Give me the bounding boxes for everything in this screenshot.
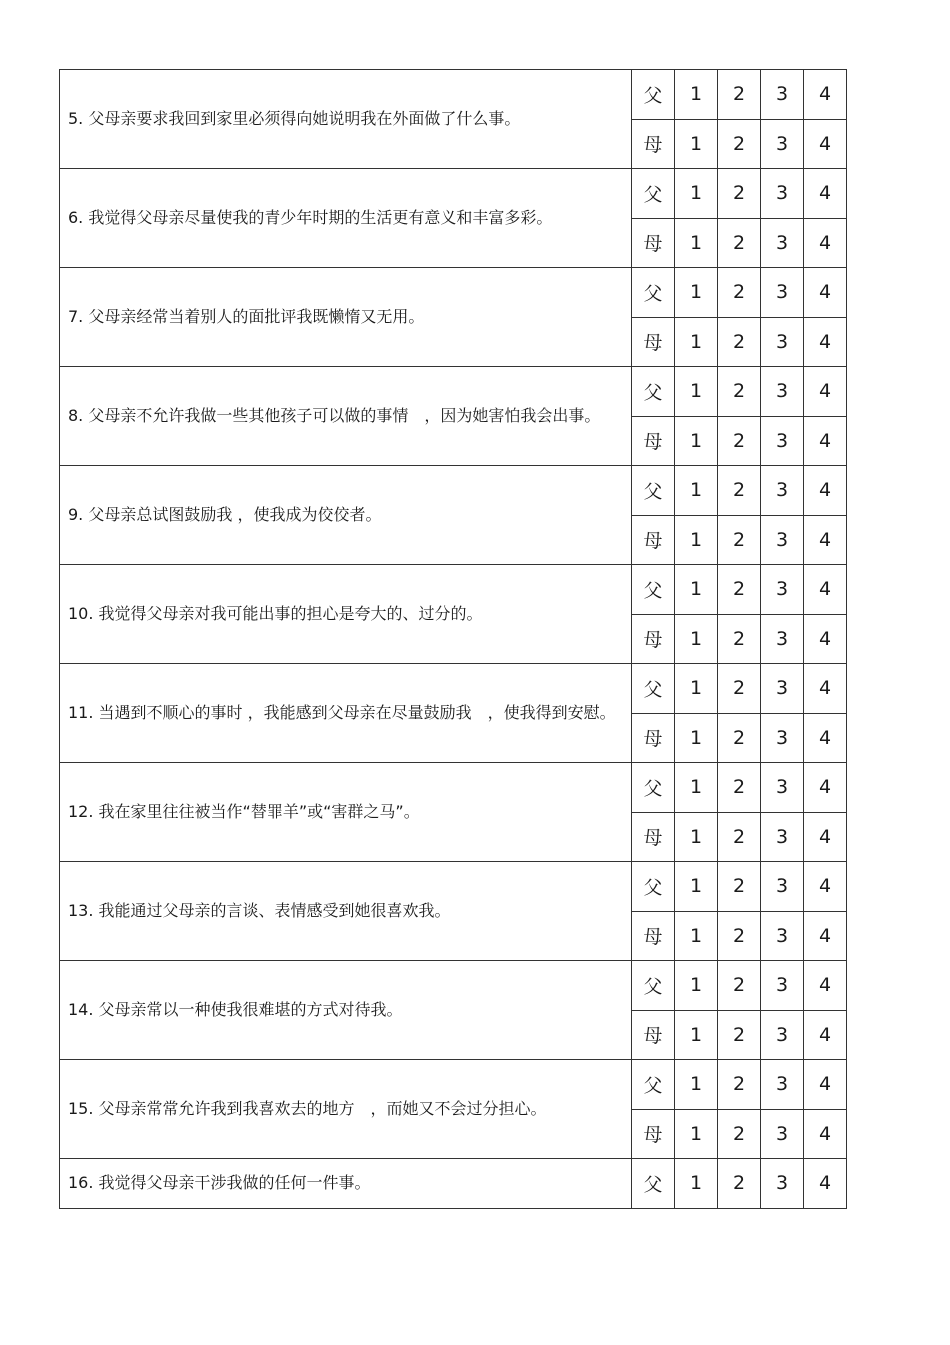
mother-label: 母 <box>632 515 675 565</box>
table-row <box>60 1060 847 1110</box>
question-label: 9. 父母亲总试图鼓励我 ，使我成为佼佼者。 <box>68 505 382 524</box>
score-option[interactable]: 3 <box>761 515 804 565</box>
table-row <box>60 565 847 615</box>
father-label: 父 <box>632 1159 675 1209</box>
score-option[interactable]: 1 <box>675 70 718 120</box>
score-option[interactable]: 2 <box>718 911 761 961</box>
score-option[interactable]: 2 <box>718 218 761 268</box>
question-label: 5. 父母亲要求我回到家里必须得向她说明我在外面做了什么事。 <box>68 109 521 128</box>
score-option[interactable]: 2 <box>718 862 761 912</box>
score-option[interactable]: 2 <box>718 961 761 1011</box>
mother-label: 母 <box>632 1010 675 1060</box>
question-text <box>60 70 632 169</box>
score-option[interactable]: 1 <box>675 218 718 268</box>
mother-label: 母 <box>632 119 675 169</box>
score-option[interactable]: 4 <box>804 1010 847 1060</box>
score-option[interactable]: 2 <box>718 169 761 219</box>
question-label: 8. 父母亲不允许我做一些其他孩子可以做的事情 ，因为她害怕我会出事。 <box>68 406 601 425</box>
score-option[interactable]: 1 <box>675 367 718 417</box>
score-option[interactable]: 4 <box>804 367 847 417</box>
score-option[interactable]: 1 <box>675 119 718 169</box>
score-option[interactable]: 1 <box>675 664 718 714</box>
score-option[interactable]: 4 <box>804 1159 847 1209</box>
question-label: 6. 我觉得父母亲尽量使我的青少年时期的生活更有意义和丰富多彩。 <box>68 208 553 227</box>
score-option[interactable]: 3 <box>761 664 804 714</box>
question-label: 10. 我觉得父母亲对我可能出事的担心是夸大的、过分的。 <box>68 604 483 623</box>
question-text <box>60 367 632 466</box>
mother-label: 母 <box>632 416 675 466</box>
score-option[interactable]: 4 <box>804 268 847 318</box>
mother-label: 母 <box>632 812 675 862</box>
score-option[interactable]: 4 <box>804 119 847 169</box>
father-label: 父 <box>632 565 675 615</box>
score-option[interactable]: 1 <box>675 1109 718 1159</box>
score-option[interactable]: 4 <box>804 565 847 615</box>
father-label: 父 <box>632 961 675 1011</box>
score-option[interactable]: 3 <box>761 218 804 268</box>
mother-label: 母 <box>632 713 675 763</box>
question-text <box>60 268 632 367</box>
score-option[interactable]: 3 <box>761 862 804 912</box>
score-option[interactable]: 1 <box>675 515 718 565</box>
mother-label: 母 <box>632 1109 675 1159</box>
score-option[interactable]: 3 <box>761 565 804 615</box>
score-option[interactable]: 2 <box>718 1159 761 1209</box>
score-option[interactable]: 4 <box>804 1109 847 1159</box>
score-option[interactable]: 4 <box>804 812 847 862</box>
table-row <box>60 466 847 516</box>
question-text <box>60 862 632 961</box>
question-text <box>60 1159 632 1209</box>
score-option[interactable]: 1 <box>675 416 718 466</box>
score-option[interactable]: 3 <box>761 268 804 318</box>
score-option[interactable]: 1 <box>675 1060 718 1110</box>
score-option[interactable]: 1 <box>675 1159 718 1209</box>
father-label: 父 <box>632 367 675 417</box>
score-option[interactable]: 2 <box>718 515 761 565</box>
score-option[interactable]: 1 <box>675 862 718 912</box>
score-option[interactable]: 4 <box>804 1060 847 1110</box>
score-option[interactable]: 3 <box>761 416 804 466</box>
father-label: 父 <box>632 1060 675 1110</box>
father-label: 父 <box>632 466 675 516</box>
question-label: 14. 父母亲常以一种使我很难堪的方式对待我。 <box>68 1000 403 1019</box>
score-option[interactable]: 4 <box>804 169 847 219</box>
question-label: 15. 父母亲常常允许我到我喜欢去的地方 ，而她又不会过分担心。 <box>68 1099 547 1118</box>
score-option[interactable]: 4 <box>804 763 847 813</box>
score-option[interactable]: 4 <box>804 713 847 763</box>
table-row <box>60 367 847 417</box>
score-option[interactable]: 3 <box>761 1159 804 1209</box>
question-text <box>60 169 632 268</box>
score-option[interactable]: 3 <box>761 961 804 1011</box>
score-option[interactable]: 2 <box>718 614 761 664</box>
score-option[interactable]: 3 <box>761 1010 804 1060</box>
mother-label: 母 <box>632 614 675 664</box>
score-option[interactable]: 1 <box>675 812 718 862</box>
score-option[interactable]: 3 <box>761 763 804 813</box>
father-label: 父 <box>632 268 675 318</box>
score-option[interactable]: 4 <box>804 614 847 664</box>
question-text <box>60 466 632 565</box>
question-text <box>60 1060 632 1159</box>
mother-label: 母 <box>632 911 675 961</box>
table-row <box>60 763 847 813</box>
score-option[interactable]: 2 <box>718 466 761 516</box>
question-label: 13. 我能通过父母亲的言谈、表情感受到她很喜欢我。 <box>68 901 451 920</box>
question-text <box>60 664 632 763</box>
score-option[interactable]: 3 <box>761 169 804 219</box>
question-label: 12. 我在家里往往被当作“替罪羊”或“害群之马”。 <box>68 802 420 821</box>
score-option[interactable]: 2 <box>718 1060 761 1110</box>
score-option[interactable]: 2 <box>718 416 761 466</box>
table-row <box>60 862 847 912</box>
score-option[interactable]: 3 <box>761 713 804 763</box>
score-option[interactable]: 1 <box>675 268 718 318</box>
score-option[interactable]: 2 <box>718 70 761 120</box>
score-option[interactable]: 2 <box>718 367 761 417</box>
score-option[interactable]: 3 <box>761 119 804 169</box>
score-option[interactable]: 4 <box>804 416 847 466</box>
table-row <box>60 70 847 120</box>
score-option[interactable]: 4 <box>804 862 847 912</box>
father-label: 父 <box>632 169 675 219</box>
score-option[interactable]: 4 <box>804 515 847 565</box>
score-option[interactable]: 4 <box>804 70 847 120</box>
question-text <box>60 763 632 862</box>
score-option[interactable]: 2 <box>718 664 761 714</box>
score-option[interactable]: 3 <box>761 1060 804 1110</box>
mother-label: 母 <box>632 218 675 268</box>
father-label: 父 <box>632 862 675 912</box>
table-row <box>60 268 847 318</box>
score-option[interactable]: 3 <box>761 812 804 862</box>
score-option[interactable]: 3 <box>761 614 804 664</box>
score-option[interactable]: 1 <box>675 713 718 763</box>
question-label: 7. 父母亲经常当着别人的面批评我既懒惰又无用。 <box>68 307 425 326</box>
score-option[interactable]: 2 <box>718 763 761 813</box>
score-option[interactable]: 2 <box>718 565 761 615</box>
score-option[interactable]: 1 <box>675 466 718 516</box>
score-option[interactable]: 2 <box>718 119 761 169</box>
score-option[interactable]: 4 <box>804 317 847 367</box>
score-option[interactable]: 3 <box>761 911 804 961</box>
score-option[interactable]: 2 <box>718 812 761 862</box>
score-option[interactable]: 2 <box>718 1109 761 1159</box>
father-label: 父 <box>632 70 675 120</box>
score-option[interactable]: 1 <box>675 169 718 219</box>
father-label: 父 <box>632 664 675 714</box>
survey-table-body <box>60 70 847 1209</box>
score-option[interactable]: 3 <box>761 317 804 367</box>
table-row <box>60 1159 847 1209</box>
score-option[interactable]: 4 <box>804 961 847 1011</box>
score-option[interactable]: 1 <box>675 763 718 813</box>
survey-table <box>59 69 847 1209</box>
father-label: 父 <box>632 763 675 813</box>
score-option[interactable]: 2 <box>718 268 761 318</box>
score-option[interactable]: 2 <box>718 1010 761 1060</box>
score-option[interactable]: 3 <box>761 466 804 516</box>
question-label: 16. 我觉得父母亲干涉我做的任何一件事。 <box>68 1173 371 1193</box>
score-option[interactable]: 3 <box>761 367 804 417</box>
score-option[interactable]: 2 <box>718 317 761 367</box>
score-option[interactable]: 4 <box>804 218 847 268</box>
table-row <box>60 169 847 219</box>
table-row <box>60 664 847 714</box>
score-option[interactable]: 1 <box>675 961 718 1011</box>
mother-label: 母 <box>632 317 675 367</box>
score-option[interactable]: 2 <box>718 713 761 763</box>
score-option[interactable]: 1 <box>675 317 718 367</box>
score-option[interactable]: 3 <box>761 1109 804 1159</box>
score-option[interactable]: 4 <box>804 466 847 516</box>
score-option[interactable]: 4 <box>804 911 847 961</box>
score-option[interactable]: 1 <box>675 565 718 615</box>
question-text <box>60 565 632 664</box>
score-option[interactable]: 4 <box>804 664 847 714</box>
question-text <box>60 961 632 1060</box>
score-option[interactable]: 1 <box>675 1010 718 1060</box>
table-row <box>60 961 847 1011</box>
score-option[interactable]: 1 <box>675 911 718 961</box>
question-label: 11. 当遇到不顺心的事时 ，我能感到父母亲在尽量鼓励我 ，使我得到安慰。 <box>68 703 616 722</box>
score-option[interactable]: 1 <box>675 614 718 664</box>
score-option[interactable]: 3 <box>761 70 804 120</box>
